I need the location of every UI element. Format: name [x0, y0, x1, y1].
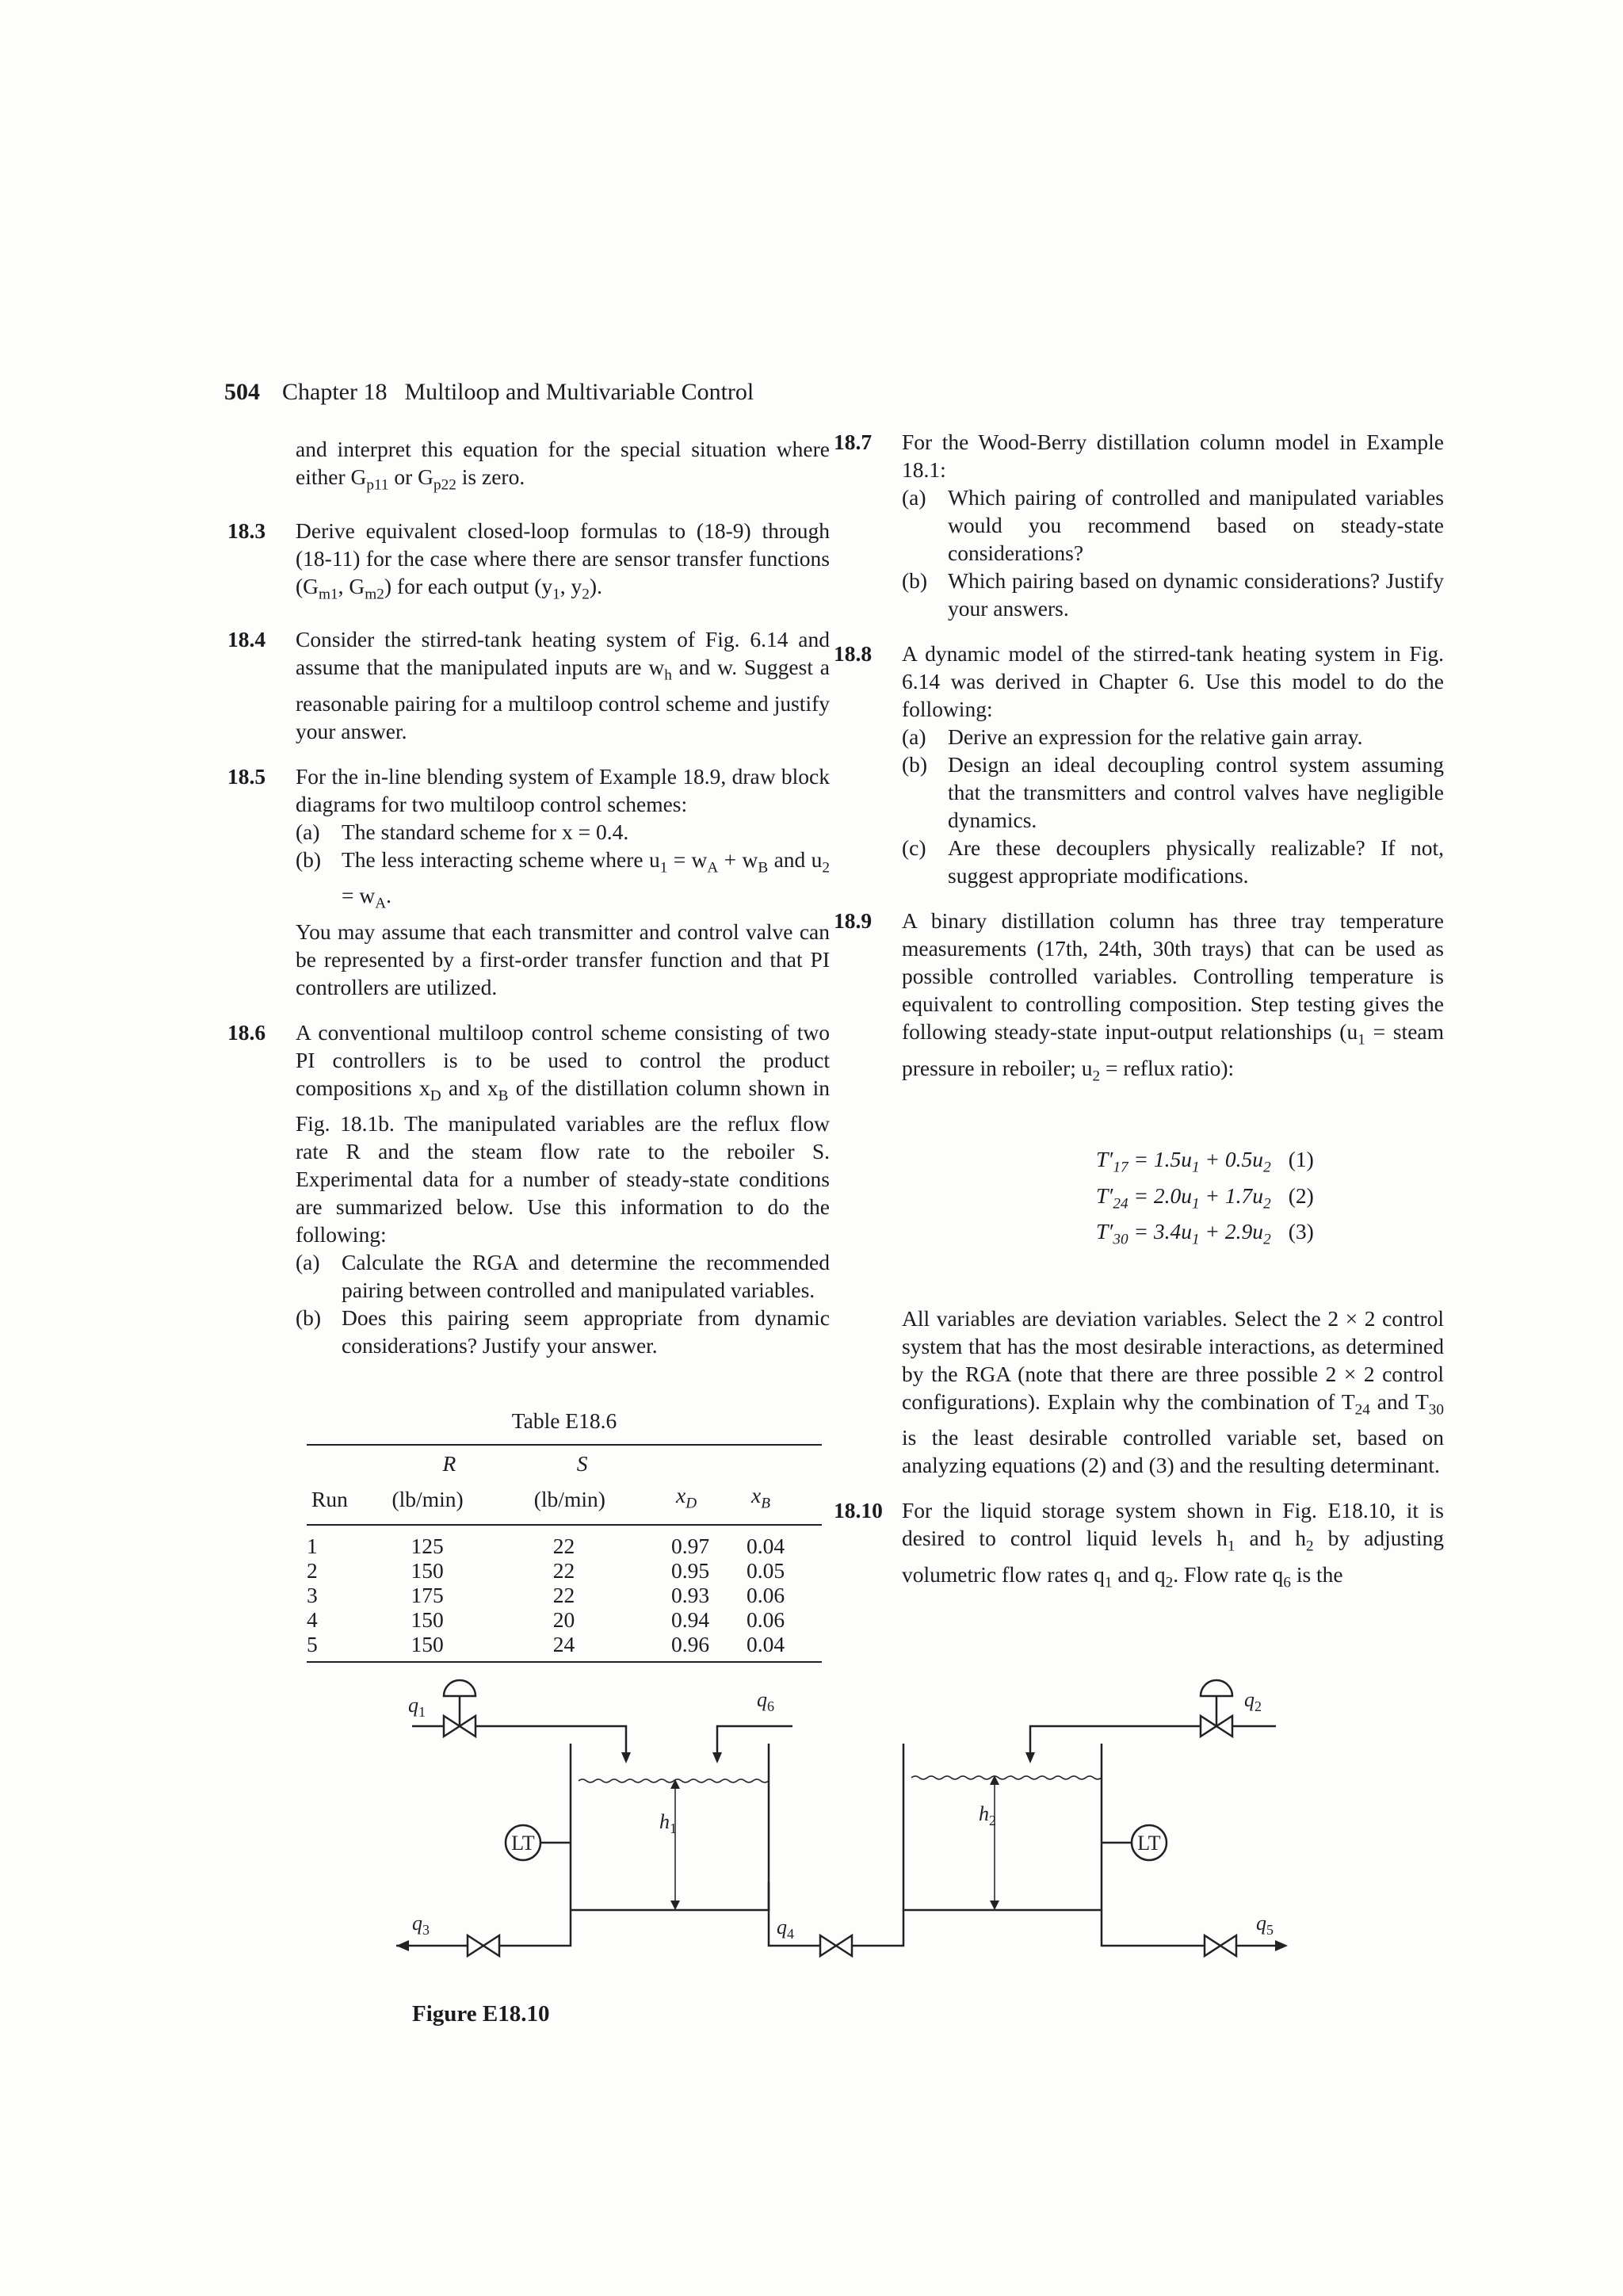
svg-text:h2: $h_2$	[979, 1802, 996, 1828]
q6-label: q	[757, 1688, 767, 1711]
table-cell: 1	[307, 1533, 318, 1558]
table-cell: 24	[529, 1632, 671, 1662]
intro-text: and interpret this equation for the special situation where either $G_{p11}$ or $G_{p22}$ is zero.	[296, 437, 830, 494]
equation-2: $T'_{24} = 2.0u_1 + 1.7u_2$ (2)	[1096, 1182, 1314, 1212]
table-header-row	[307, 1445, 822, 1477]
lt-label: LT	[511, 1832, 535, 1855]
table-cell: 0.93	[671, 1582, 710, 1607]
problem-tail: You may assume that each transmitter and control valve can be represented by a first-order transfer function and that PI controllers are utilized.	[296, 919, 830, 999]
valve-q5	[1205, 1935, 1236, 1956]
data-table	[307, 1444, 822, 1663]
q4-label: q	[777, 1916, 787, 1939]
problem-text: A dynamic model of the stirred-tank heating system in Fig. 6.14 was derived in Chapter 6. Use this model to do the following:	[902, 641, 1444, 721]
subpart-b: (b) The less interacting scheme where $u_1 = w_A + w_B$ and $u_2 = w_A$.	[296, 846, 830, 912]
table-cell: 150	[411, 1606, 444, 1632]
q5-label: q	[1256, 1912, 1266, 1935]
table-cell: 175	[411, 1582, 444, 1607]
equation-3: $T'_{30} = 3.4u_1 + 2.9u_2$ (3)	[1096, 1219, 1314, 1248]
problem-18-8	[834, 640, 1444, 889]
table-cell: 0.94	[671, 1606, 710, 1632]
table-cell: 0.97	[671, 1533, 710, 1558]
lt-label: LT	[1137, 1832, 1161, 1855]
table-cell: 0.06	[746, 1582, 785, 1607]
left-column	[227, 435, 830, 1663]
q3-label: q	[412, 1912, 422, 1935]
problem-tail: All variables are deviation variables. Select the 2 × 2 control system that has the most desirable interactions, as determined by the RGA (note that there are three possible 2 × 2 control configurations). Explain why the combination of $T_{24}$ and $T_{30}$ is the least desirable controlled variable set, based on analyzing equations (2) and (3) and the resulting determinant.	[902, 1305, 1444, 1477]
subpart-a: (a) Which pairing of controlled and manipulated variables would you recommend based on steady-state considerations?	[902, 485, 1444, 565]
svg-text:h1: $h_1$	[659, 1810, 677, 1836]
problem-number: 18.10	[834, 1498, 883, 1522]
table-cell: 20	[552, 1606, 575, 1632]
liquid-surface-2	[911, 1776, 1102, 1779]
table-row	[307, 1525, 822, 1558]
svg-text:q5: $q_5$	[1256, 1912, 1274, 1938]
problem-number: 18.7	[834, 430, 873, 454]
table-cell: 22	[552, 1533, 575, 1558]
svg-text:q2: $q_2$	[1244, 1688, 1262, 1714]
table-cell: 0.04	[747, 1632, 822, 1662]
actuator-q2	[1201, 1680, 1232, 1696]
table-cell: 150	[388, 1632, 529, 1662]
subpart-a: (a) Calculate the RGA and determine the recommended pairing between controlled and manipulated variables.	[296, 1250, 830, 1302]
subpart-text: Which pairing based on dynamic considerations? Justify your answers.	[948, 568, 1444, 621]
tank-2	[903, 1744, 1102, 1910]
header-run: Run	[307, 1477, 388, 1525]
subpart-b: (b) Does this pairing seem appropriate from dynamic considerations? Justify your answer.	[296, 1305, 830, 1358]
table-title: Table E18.6	[511, 1408, 617, 1433]
table-cell: 0.05	[746, 1557, 785, 1583]
q2-label: q	[1244, 1688, 1254, 1711]
problem-18-3	[227, 517, 830, 609]
problem-text: For the Wood-Berry distillation column model in Example 18.1:	[902, 430, 1444, 482]
svg-text:q6: $q_6$	[757, 1688, 774, 1714]
table-cell: 3	[307, 1582, 318, 1607]
equation-1: $T'_{17} = 1.5u_1 + 0.5u_2$ (1)	[1096, 1147, 1314, 1176]
table-cell: 125	[411, 1533, 444, 1558]
table-cell: 22	[552, 1557, 575, 1583]
subpart-a: (a) Derive an expression for the relative gain array.	[902, 724, 1363, 749]
problem-number: 18.6	[227, 1019, 266, 1045]
table-header-row	[307, 1477, 822, 1525]
valve-q4	[820, 1935, 852, 1956]
actuator-q1	[444, 1680, 475, 1696]
table-cell: 5	[307, 1632, 388, 1662]
liquid-surface-1	[579, 1779, 769, 1782]
subpart-a: (a) The standard scheme for x = 0.4.	[296, 819, 629, 844]
problem-18-5	[227, 762, 830, 1001]
table-cell: 0.96	[671, 1632, 747, 1662]
problem-number: 18.4	[227, 627, 266, 651]
subpart-text: Design an ideal decoupling control system assuming that the transmitters and control valves have negligible dynamics.	[948, 752, 1444, 832]
svg-text:q1: $q_1$	[408, 1694, 426, 1720]
q1-label: q	[408, 1694, 418, 1717]
svg-text:q3: $q_3$	[412, 1912, 430, 1938]
table-cell: 4	[307, 1606, 318, 1632]
subpart-text: Which pairing of controlled and manipulated variables would you recommend based on steady-state considerations?	[948, 485, 1444, 565]
table-cell: 2	[307, 1557, 318, 1583]
table-row	[307, 1558, 822, 1583]
subpart-text: Derive an expression for the relative gain array.	[948, 724, 1363, 749]
valve-q3	[468, 1935, 499, 1956]
subpart-text: The standard scheme for x = 0.4.	[342, 819, 629, 844]
problem-text: For the liquid storage system shown in Fig. E18.10, it is desired to control liquid levels $h_1$ and $h_2$ by adjusting volumetric flow rates $q_1$ and $q_2$. Flow rate $q_6$ is the	[902, 1498, 1444, 1591]
problem-text: A binary distillation column has three tray temperature measurements (17th, 24th, 30th trays) that can be used as possible controlled variables. Controlling temperature is equivalent to controlling composition. Step testing gives the following steady-state input-output relationships ($u_1$ = steam pressure in reboiler; $u_2$ = reflux ratio):	[902, 908, 1445, 1084]
problem-18-9	[834, 907, 1444, 1479]
table-e18-6	[307, 1407, 822, 1663]
subpart-c: (c) Are these decouplers physically realizable? If not, suggest appropriate modifications.	[902, 835, 1444, 888]
header-S-unit: (lb/min)	[529, 1477, 671, 1525]
subpart-b: (b) Which pairing based on dynamic considerations? Justify your answers.	[902, 568, 1444, 621]
problem-number: 18.9	[834, 908, 873, 933]
problem-number: 18.5	[227, 763, 266, 789]
right-column	[834, 428, 1444, 1614]
problem-18-10	[834, 1496, 1444, 1596]
problem-text: Derive equivalent closed-loop formulas to (18-9) through (18-11) for the case where there are sensor transfer functions ($G_{m1}$, $G_{m2}$) for each output ($y_1$, $y_2$).	[296, 518, 830, 602]
h1-label: h	[659, 1810, 670, 1833]
problem-number: 18.8	[834, 641, 873, 666]
table-cell: 0.06	[746, 1606, 785, 1632]
problem-text: A conventional multiloop control scheme consisting of two PI controllers is to be used to control the product compositions $x_D$ and $x_B$ of the distillation column shown in Fig. 18.1b. The manipulated variables are the reflux flow rate R and the steam flow rate to the reboiler S. Experimental data for a number of steady-state conditions are summarized below. Use this information to do the following:	[296, 1019, 830, 1247]
problem-18-4	[227, 625, 830, 745]
table-cell: 22	[552, 1582, 575, 1607]
page-number: 504	[224, 379, 260, 405]
chapter-label: Chapter 18	[282, 379, 388, 405]
svg-text:q4: $q_4$	[777, 1916, 794, 1942]
chapter-title: Multiloop and Multivariable Control	[404, 379, 754, 405]
problem-18-7	[834, 428, 1444, 622]
subpart-text: The less interacting scheme where $u_1 = w_A + w_B$ and $u_2 = w_A$.	[342, 846, 830, 912]
page-header	[224, 379, 754, 406]
q2-line	[1030, 1726, 1276, 1755]
table-cell: 0.95	[671, 1557, 710, 1583]
header-xB: $x_B$	[747, 1477, 822, 1525]
subpart-b: (b) Design an ideal decoupling control system assuming that the transmitters and control valves have negligible dynamics.	[902, 752, 1444, 832]
subpart-text: Calculate the RGA and determine the recommended pairing between controlled and manipulated variables.	[342, 1250, 830, 1302]
table-cell: 0.04	[746, 1533, 785, 1558]
header-S: S	[576, 1451, 588, 1476]
subpart-text: Are these decouplers physically realizable? If not, suggest appropriate modifications.	[948, 835, 1444, 888]
table-row	[307, 1583, 822, 1607]
problem-text: For the in-line blending system of Example 18.9, draw block diagrams for two multiloop control schemes:	[296, 763, 830, 816]
equation-block	[1096, 1145, 1444, 1254]
h2-label: h	[979, 1802, 989, 1825]
problem-18-6	[227, 1018, 830, 1360]
subpart-text: Does this pairing seem appropriate from dynamic considerations? Justify your answer.	[342, 1305, 830, 1358]
header-R-unit: (lb/min)	[388, 1477, 529, 1525]
header-R: R	[442, 1451, 456, 1476]
header-xD: $x_D$	[671, 1477, 747, 1525]
table-cell: 150	[411, 1557, 444, 1583]
problem-text: Consider the stirred-tank heating system of Fig. 6.14 and assume that the manipulated inputs are $w_h$ and w. Suggest a reasonable pairing for a multiloop control scheme and justify your answer.	[296, 627, 830, 743]
figure-e18-10	[365, 1652, 1316, 2001]
figure-caption: Figure E18.10	[412, 2001, 550, 2027]
table-row	[307, 1607, 822, 1632]
problem-number: 18.3	[227, 518, 266, 543]
